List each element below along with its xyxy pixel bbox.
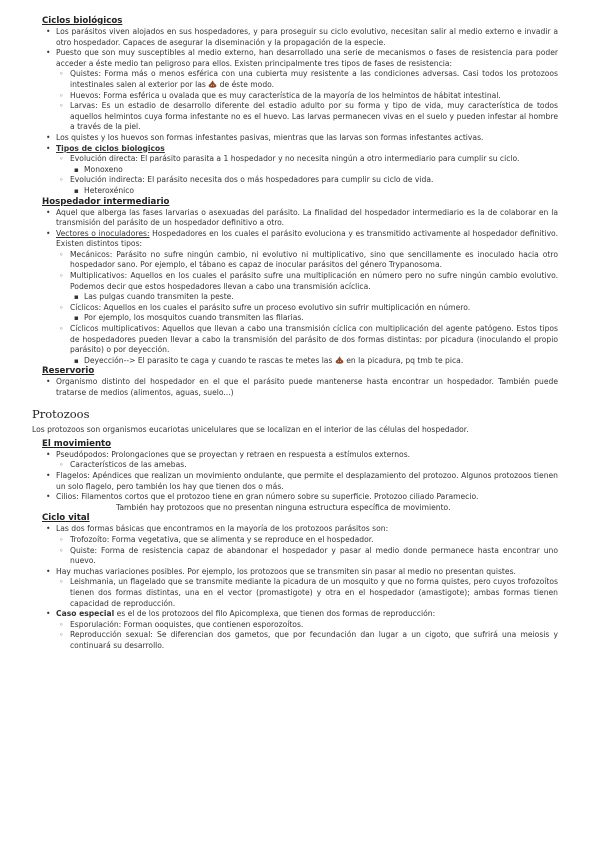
list-item-deyeccion: ▪ Deyección--> El parasito te caga y cuando te rascas te metes las en la picadura, pq tmb te pica. [70,356,558,367]
list-item: • Los parásitos viven alojados en sus hospedadores, y para proseguir su ciclo evolutivo, necesitan salir al medio externo e invadir a otro hospedador. Capaces de asegurar la diseminación y la propagación de la especie. [42,27,558,48]
poop-emoji-icon [335,356,344,364]
list-item-cilios: • Cilios: Filamentos cortos que el protozoo tiene en gran número sobre su superficie. Protozoo ciliado Paramecio. También hay protozoos que no presentan ninguna estructura específica de movimiento. [42,492,558,513]
list-item-amebas: ◦ Característicos de las amebas. [56,460,558,471]
list-item-text: Puesto que son muy susceptibles al medio externo, han desarrollado una serie de mecanismos o fases de resistencia para poder acceder a éste medio tan peligroso para ellos. Existen principalmente tres tipos de fases de resistencia: [56,48,558,68]
list-item-reproduccion-sexual: ◦ Reproducción sexual: Se diferencian dos gametos, que por fecundación dan lugar a un cigoto, que sufrirá una meiosis y continuará su desarrollo. [56,630,558,651]
list-item-leishmania: ◦ Leishmania, un flagelado que se transmite mediante la picadura de un mosquito y que no forma quistes, pero cuyos trofozoítos tienen dos formas distintas, una en el vector (promastigote) y otra en el hospedador (amastigote); ambas formas tienen capacidad de reproducción. [56,577,558,609]
poop-emoji-icon [208,80,217,88]
heading-hospedador-intermediario: Hospedador intermediario [42,196,170,207]
list-item-mosquitos: ▪ Por ejemplo, los mosquitos cuando transmiten las filarias. [70,313,558,324]
heading-ciclos-biologicos: Ciclos biológicos [42,16,123,26]
list-item-ciclicos-multiplicativos: ◦ Cíclicos multiplicativos: Aquellos que llevan a cabo una transmisión cíclica con multiplicación del agente patógeno. Estos tipos de hospedadores pueden llevar a cabo la transmisión del parásito de dos formas distintas: por picadura (inoculando el propio parásito) o por deyección. ▪ Deyección--> El parasito te caga y cuando te rascas te metes las en la picadura, pq tmb te pica. [56,324,558,366]
heading-movimiento: El movimiento [42,438,112,449]
protozoos-intro: Los protozoos son organismos eucariotas unicelulares que se localizan en el interior de las células del hospedador. [32,425,469,435]
heading-reservorio: Reservorio [42,366,95,377]
list-item-tipos [42,144,558,197]
heading-ciclo-vital: Ciclo vital [42,513,90,524]
list-item: • Organismo distinto del hospedador en el que el parásito puede mantenerse hasta encontrar un hospedador. También puede tratarse de medios (alimentos, aguas, suelo...) [42,377,558,398]
list-item-multiplicativos: ◦ Multiplicativos: Aquellos en los cuales el parásito sufre una multiplicación en número pero no sufre ningún cambio evolutivo. Podemos decir que estos hospedadores llevan a cabo una transmisión acíclica. ▪ Las pulgas cuando transmiten la peste. [56,271,558,303]
list-item-pulgas: ▪ Las pulgas cuando transmiten la peste. [70,292,558,303]
list-item-pseudopodos: • Pseudópodos: Prolongaciones que se proyectan y retraen en respuesta a estímulos externos. ◦ Característicos de las amebas. [42,450,558,471]
list-item-monoxeno: ▪ Monoxeno [70,165,558,176]
list-item: • Los quistes y los huevos son formas infestantes pasivas, mientras que las larvas son formas infestantes activas. [42,133,558,144]
cilios-note: También hay protozoos que no presentan ninguna estructura específica de movimiento. [116,502,451,512]
list-item-flagelos: • Flagelos: Apéndices que realizan un movimiento ondulante, que permite el desplazamiento del protozoo. Algunos protozoos tienen un solo flagelo, pero también los hay que tienen dos o más. [42,471,558,492]
list-item-vectores: • Vectores o inoculadores: Hospedadores en los cuales el parásito evoluciona y es transmitido activamente al hospedador definitivo. Existen distintos tipos: ◦ Mecánicos: Parásito no sufre ningún cambio, ni evolutivo ni multiplicativo, sino que sencillamente es inoculado hacia otro hospedador sano. Por ejemplo, el tábano es capaz de inocular parásitos del género Trypanosoma. ◦ Multiplicativos: Aquellos en los cuales el parásito sufre una multiplicación en número pero no sufre ningún cambio evolutivo. Podemos decir que estos hospedadores llevan a cabo una transmisión acíclica. ▪ Las pulgas cuando transmiten la peste. ◦ Cíclicos: Aquellos en los cuales el parásito sufre un proceso evolutivo sin sufrir multiplicación en número. ▪ Por ejemplo, los mosquitos cuando transmiten las filarias. ◦ Cíclicos multiplicativos: Aquellos que llevan a cabo una transmisión cíclica con multiplicación del agente patógeno. Estos tipos de hospedadores pueden llevar a cabo la transmisión del parásito de dos formas distintas: por picadura (inoculando el propio parásito) o por deyección. ▪ Deyección--> El parasito te caga y cuando te rascas te metes las en la picadura, pq tmb te pica. [42,229,558,367]
list-item-larvas: ◦ Larvas: Es un estadio de desarrollo diferente del estadio adulto por su forma y tipo de vida, muy característica de todos aquellos helmintos cuya forma infestante no es el huevo. Las larvas permanecen vivas en el suelo y pueden infestar al hombre a través de la piel. [56,101,558,133]
list-item-variaciones: • Hay muchas variaciones posibles. Por ejemplo, los protozoos que se transmiten sin pasar al medio no presentan quistes. ◦ Leishmania, un flagelado que se transmite mediante la picadura de un mosquito y que no forma quistes, pero cuyos trofozoítos tienen dos formas distintas, una en el vector (promastigote) y otra en el hospedador (amastigote); ambas formas tienen capacidad de reproducción. [42,567,558,609]
list-item: • Aquel que alberga las fases larvarias o asexuadas del parásito. La finalidad del hospedador intermediario es la de colaborar en la transmisión del parásito de un hospedador definitivo a otro. [42,208,558,229]
subheading-tipos: Tipos de ciclos biologicos [56,143,165,153]
list-item-caso-especial: • Caso especial es el de los protozoos del filo Apicomplexa, que tienen dos formas de reproducción: ◦ Esporulación: Forman ooquistes, que contienen esporozoítos. ◦ Reproducción sexual: Se diferencian dos gametos, que por fecundación dan lugar a un cigoto, que sufrirá una meiosis y continuará su desarrollo. [42,609,558,651]
list-item [42,48,558,133]
list-item-mecanicos: ◦ Mecánicos: Parásito no sufre ningún cambio, ni evolutivo ni multiplicativo, sino que sencillamente es inoculado hacia otro hospedador sano. Por ejemplo, el tábano es capaz de inocular parásitos del género Trypanosoma. [56,250,558,271]
list-item-trofozoito: ◦ Trofozoíto: Forma vegetativa, que se alimenta y se reproduce en el hospedador. [56,535,558,546]
list-item-ciclicos: ◦ Cíclicos: Aquellos en los cuales el parásito sufre un proceso evolutivo sin sufrir multiplicación en número. ▪ Por ejemplo, los mosquitos cuando transmiten las filarias. [56,303,558,324]
list-item-heteroxenico: ▪ Heteroxénico [70,186,558,197]
ciclos-list [42,27,558,197]
heading-protozoos: Protozoos [32,406,90,421]
list-item-formas: • Las dos formas básicas que encontramos en la mayoría de los protozoos parásitos son: ◦ Trofozoíto: Forma vegetativa, que se alimenta y se reproduce en el hospedador. ◦ Quiste: Forma de resistencia capaz de abandonar el hospedador y pasar al medio donde permanece hasta encontrar uno nuevo. [42,524,558,566]
list-item-quistes: ◦ Quistes: Forma más o menos esférica con una cubierta muy resistente a las condiciones adversas. Casi todos los protozoos intestinales salen al exterior por las de éste modo. [56,69,558,90]
list-item-indirecta: ◦ Evolución indirecta: El parásito necesita dos o más hospedadores para cumplir su ciclo de vida. ▪ Heteroxénico [56,175,558,196]
list-item-huevos: ◦ Huevos: Forma esférica u ovalada que es muy característica de la mayoría de los helmintos de hábitat intestinal. [56,91,558,102]
list-item-esporulacion: ◦ Esporulación: Forman ooquistes, que contienen esporozoítos. [56,620,558,631]
list-item-directa: ◦ Evolución directa: El parásito parasita a 1 hospedador y no necesita ningún a otro intermediario para cumplir su ciclo. ▪ Monoxeno [56,154,558,175]
list-item-quiste: ◦ Quiste: Forma de resistencia capaz de abandonar el hospedador y pasar al medio donde permanece hasta encontrar uno nuevo. [56,546,558,567]
